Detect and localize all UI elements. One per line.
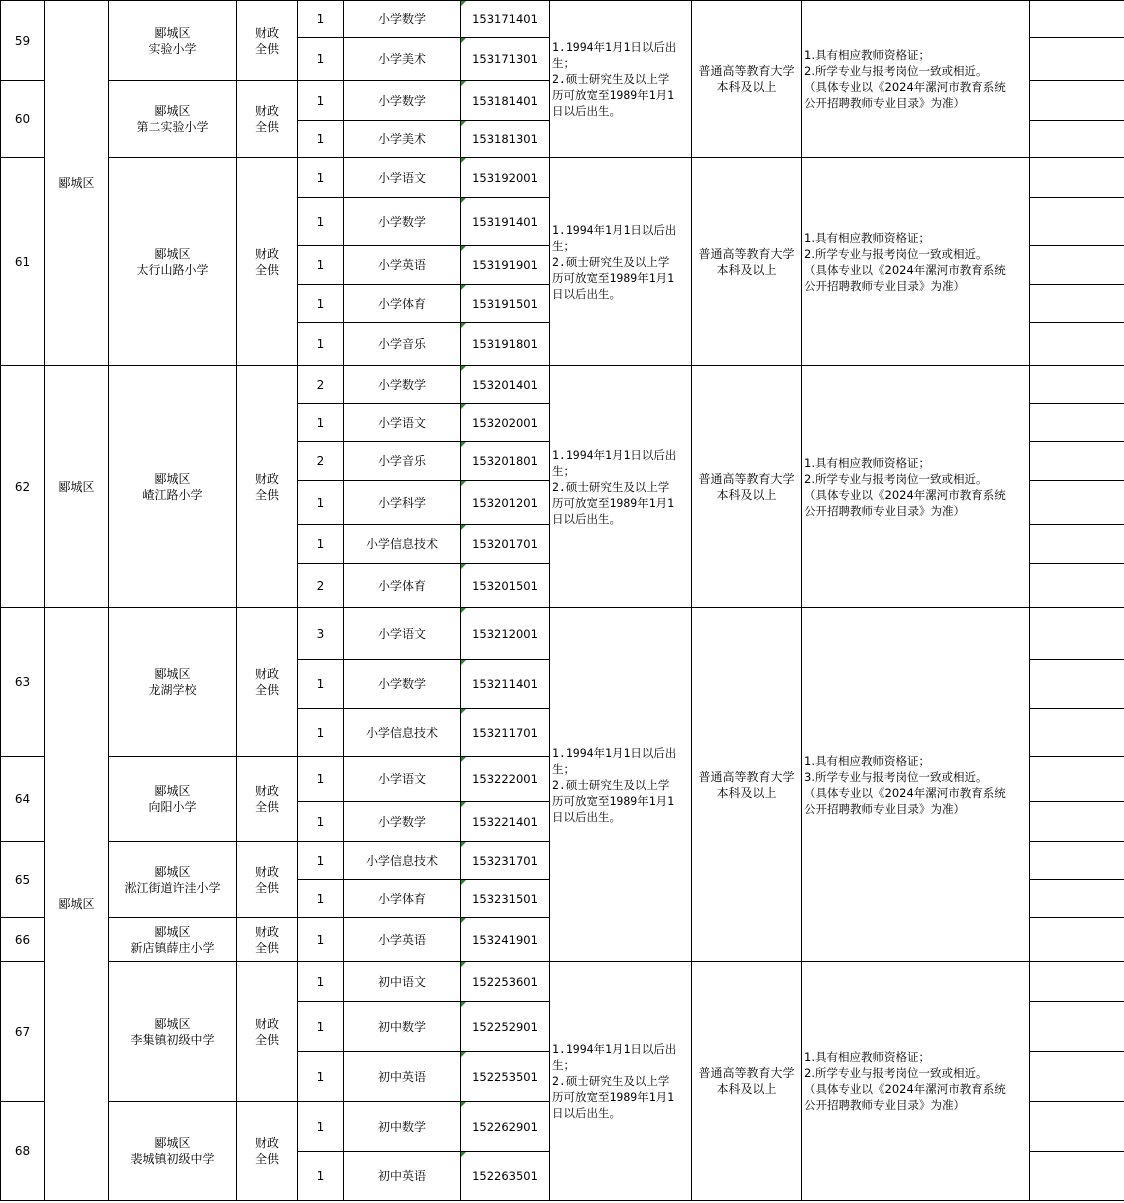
position-subject: 小学音乐 [344, 442, 461, 481]
unit-name [109, 1102, 237, 1201]
remarks-cell [1030, 81, 1124, 121]
position-code: 153201801 [461, 442, 550, 481]
position-subject: 小学语文 [344, 158, 461, 198]
position-subject: 小学美术 [344, 121, 461, 158]
position-code: 153191801 [461, 323, 550, 366]
row-number: 65 [1, 842, 45, 918]
unit-name [109, 1, 237, 81]
position-subject: 初中数学 [344, 1102, 461, 1152]
remarks-cell [1030, 285, 1124, 323]
condition-line: （具体专业以《2024年漯河市教育系统 [804, 785, 1006, 800]
funding-line-2: 全供 [254, 800, 279, 814]
age-requirement-line: 日以后出生。 [552, 1106, 621, 1120]
funding-line-1: 财政 [254, 667, 279, 681]
education-line: 普通高等教育大学 [698, 1066, 795, 1080]
position-subject: 小学体育 [344, 285, 461, 323]
funding-type [237, 1102, 298, 1201]
position-count: 1 [298, 660, 344, 709]
remarks-cell [1030, 1102, 1124, 1152]
education-line: 本科及以上 [716, 262, 777, 277]
education-line: 本科及以上 [716, 80, 777, 94]
position-subject: 初中英语 [344, 1152, 461, 1201]
age-requirement-line: 生； [552, 463, 575, 478]
remarks-cell [1030, 323, 1124, 366]
position-code: 152253601 [461, 962, 550, 1002]
position-code: 153231701 [461, 842, 550, 880]
unit-district-line: 郾城区 [154, 25, 191, 40]
education-line: 普通高等教育大学 [698, 246, 795, 261]
condition-line: 公开招聘教师专业目录》为准） [804, 96, 965, 110]
remarks-cell [1030, 880, 1124, 918]
position-code: 153191501 [461, 285, 550, 323]
unit-district-line: 郾城区 [154, 667, 191, 681]
age-requirement [550, 962, 692, 1201]
age-requirement-line: 历可放宽至1989年1月1 [552, 270, 675, 285]
position-count: 2 [298, 366, 344, 404]
remarks-cell [1030, 802, 1124, 842]
age-requirement-line: 日以后出生。 [552, 104, 621, 118]
age-requirement-line: 生； [552, 56, 575, 70]
position-count: 1 [298, 802, 344, 842]
unit-school-line: 实验小学 [148, 41, 197, 56]
age-requirement-line: 生； [552, 761, 575, 776]
position-count: 1 [298, 918, 344, 962]
age-requirement-line: 日以后出生。 [552, 286, 621, 301]
table-row [1, 366, 1124, 404]
education-line: 普通高等教育大学 [698, 64, 795, 78]
remarks-cell [1030, 1152, 1124, 1201]
position-code: 153191401 [461, 198, 550, 246]
age-requirement-line: 1.1994年1月1日以后出 [552, 40, 677, 54]
unit-school-line: 淞江街道许洼小学 [124, 880, 221, 895]
position-subject: 小学数学 [344, 198, 461, 246]
education-line: 普通高等教育大学 [698, 471, 795, 486]
row-number: 68 [1, 1102, 45, 1201]
position-code: 153181301 [461, 121, 550, 158]
remarks-cell [1030, 709, 1124, 757]
education-requirement [692, 158, 802, 366]
row-number: 62 [1, 366, 45, 608]
age-requirement-line: 日以后出生。 [552, 511, 621, 526]
position-subject: 小学信息技术 [344, 842, 461, 880]
remarks-cell [1030, 198, 1124, 246]
position-code: 153201201 [461, 481, 550, 525]
position-count: 1 [298, 1052, 344, 1102]
position-code: 153222001 [461, 757, 550, 802]
remarks-cell [1030, 757, 1124, 802]
position-count: 1 [298, 323, 344, 366]
age-requirement-line: 生； [552, 1058, 575, 1072]
funding-line-2: 全供 [254, 683, 279, 697]
condition-line: （具体专业以《2024年漯河市教育系统 [804, 487, 1006, 502]
remarks-cell [1030, 1002, 1124, 1052]
row-number: 61 [1, 158, 45, 366]
funding-line-2: 全供 [254, 262, 279, 277]
funding-line-1: 财政 [254, 1016, 279, 1031]
unit-school-line: 新店镇薛庄小学 [130, 940, 215, 955]
remarks-cell [1030, 38, 1124, 81]
position-code: 153201501 [461, 564, 550, 608]
condition-line: （具体专业以《2024年漯河市教育系统 [804, 1082, 1006, 1096]
remarks-cell [1030, 842, 1124, 880]
position-code: 153171401 [461, 1, 550, 38]
condition-line: 公开招聘教师专业目录》为准） [804, 278, 965, 293]
position-count: 1 [298, 1002, 344, 1052]
position-code: 153191901 [461, 246, 550, 285]
unit-name [109, 757, 237, 842]
funding-line-1: 财政 [254, 864, 279, 879]
funding-type [237, 81, 298, 158]
condition-line: 1.具有相应教师资格证； [804, 1050, 930, 1064]
position-code: 152253501 [461, 1052, 550, 1102]
position-subject: 小学信息技术 [344, 525, 461, 564]
position-code: 153181401 [461, 81, 550, 121]
position-count: 1 [298, 198, 344, 246]
position-subject: 小学体育 [344, 564, 461, 608]
other-conditions [802, 366, 1030, 608]
unit-school-line: 太行山路小学 [136, 262, 209, 277]
funding-line-1: 财政 [254, 246, 279, 261]
table-row [1, 1, 1124, 38]
position-count: 1 [298, 121, 344, 158]
funding-type [237, 366, 298, 608]
position-count: 2 [298, 442, 344, 481]
row-number: 59 [1, 1, 45, 81]
district-cell: 郾城区 [45, 1, 109, 366]
position-count: 1 [298, 158, 344, 198]
remarks-cell [1030, 121, 1124, 158]
unit-school-line: 裴城镇初级中学 [130, 1152, 215, 1166]
remarks-cell [1030, 918, 1124, 962]
other-conditions [802, 608, 1030, 962]
position-code: 153231501 [461, 880, 550, 918]
row-number: 63 [1, 608, 45, 757]
position-code: 153171301 [461, 38, 550, 81]
funding-line-1: 财政 [254, 104, 279, 118]
position-count: 1 [298, 38, 344, 81]
remarks-cell [1030, 1052, 1124, 1102]
unit-district-line: 郾城区 [154, 104, 191, 118]
funding-line-1: 财政 [254, 924, 279, 939]
age-requirement-line: 2.硕士研究生及以上学 [552, 72, 670, 86]
row-number: 67 [1, 962, 45, 1102]
age-requirement-line: 历可放宽至1989年1月1 [552, 1090, 675, 1104]
row-number: 64 [1, 757, 45, 842]
position-subject: 小学数学 [344, 802, 461, 842]
remarks-cell [1030, 608, 1124, 660]
funding-type [237, 608, 298, 757]
unit-school-line: 龙湖学校 [148, 683, 197, 697]
position-code: 153221401 [461, 802, 550, 842]
unit-district-line: 郾城区 [154, 1136, 191, 1150]
unit-name [109, 158, 237, 366]
age-requirement [550, 1, 692, 158]
position-code: 152262901 [461, 1102, 550, 1152]
education-requirement [692, 962, 802, 1201]
unit-name [109, 962, 237, 1102]
funding-type [237, 842, 298, 918]
position-subject: 初中语文 [344, 962, 461, 1002]
funding-line-1: 财政 [254, 784, 279, 798]
age-requirement-line: 1.1994年1月1日以后出 [552, 447, 677, 462]
condition-line: 公开招聘教师专业目录》为准） [804, 801, 965, 816]
position-subject: 小学数学 [344, 81, 461, 121]
other-conditions [802, 158, 1030, 366]
position-subject: 初中数学 [344, 1002, 461, 1052]
remarks-cell [1030, 525, 1124, 564]
funding-type [237, 158, 298, 366]
position-count: 1 [298, 842, 344, 880]
funding-line-1: 财政 [254, 471, 279, 486]
funding-line-2: 全供 [254, 880, 279, 895]
position-count: 1 [298, 81, 344, 121]
remarks-cell [1030, 481, 1124, 525]
position-code: 152252901 [461, 1002, 550, 1052]
unit-district-line: 郾城区 [154, 1016, 191, 1031]
other-conditions [802, 1, 1030, 158]
age-requirement-line: 2.硕士研究生及以上学 [552, 777, 670, 792]
funding-line-2: 全供 [254, 41, 279, 56]
unit-school-line: 第二实验小学 [136, 120, 209, 134]
education-line: 本科及以上 [716, 487, 777, 502]
age-requirement-line: 1.1994年1月1日以后出 [552, 222, 677, 237]
unit-name [109, 366, 237, 608]
age-requirement-line: 生； [552, 238, 575, 253]
funding-line-2: 全供 [254, 120, 279, 134]
position-code: 153211401 [461, 660, 550, 709]
remarks-cell [1030, 404, 1124, 442]
position-count: 1 [298, 404, 344, 442]
position-subject: 小学体育 [344, 880, 461, 918]
condition-line: （具体专业以《2024年漯河市教育系统 [804, 262, 1006, 277]
district-cell: 郾城区 [45, 608, 109, 1201]
funding-type [237, 757, 298, 842]
position-count: 2 [298, 564, 344, 608]
funding-line-1: 财政 [254, 25, 279, 40]
unit-district-line: 郾城区 [154, 471, 191, 486]
unit-name [109, 608, 237, 757]
unit-district-line: 郾城区 [154, 246, 191, 261]
position-subject: 小学数学 [344, 1, 461, 38]
position-count: 1 [298, 246, 344, 285]
position-subject: 小学语文 [344, 608, 461, 660]
unit-name [109, 81, 237, 158]
age-requirement-line: 日以后出生。 [552, 809, 621, 824]
position-subject: 小学英语 [344, 246, 461, 285]
position-subject: 初中英语 [344, 1052, 461, 1102]
age-requirement-line: 1.1994年1月1日以后出 [552, 745, 677, 760]
position-count: 1 [298, 285, 344, 323]
education-requirement [692, 1, 802, 158]
funding-type [237, 1, 298, 81]
condition-line: 1.具有相应教师资格证； [804, 230, 930, 245]
position-code: 153192001 [461, 158, 550, 198]
funding-line-2: 全供 [254, 1152, 279, 1166]
remarks-cell [1030, 564, 1124, 608]
condition-line: 3.所学专业与报考岗位一致或相近。 [804, 769, 988, 784]
remarks-cell [1030, 158, 1124, 198]
position-code: 153211701 [461, 709, 550, 757]
condition-line: 2.所学专业与报考岗位一致或相近。 [804, 471, 988, 486]
position-count: 1 [298, 481, 344, 525]
remarks-cell [1030, 442, 1124, 481]
position-count: 1 [298, 525, 344, 564]
funding-type [237, 962, 298, 1102]
age-requirement-line: 历可放宽至1989年1月1 [552, 495, 675, 510]
age-requirement [550, 366, 692, 608]
remarks-cell [1030, 660, 1124, 709]
education-line: 普通高等教育大学 [698, 769, 795, 784]
education-line: 本科及以上 [716, 785, 777, 800]
unit-district-line: 郾城区 [154, 924, 191, 939]
age-requirement-line: 2.硕士研究生及以上学 [552, 1074, 670, 1088]
unit-school-line: 向阳小学 [148, 800, 197, 814]
unit-district-line: 郾城区 [154, 784, 191, 798]
condition-line: 公开招聘教师专业目录》为准） [804, 503, 965, 518]
position-subject: 小学数学 [344, 366, 461, 404]
table-row [1, 608, 1124, 660]
position-subject: 小学科学 [344, 481, 461, 525]
row-number: 66 [1, 918, 45, 962]
condition-line: 2.所学专业与报考岗位一致或相近。 [804, 64, 988, 78]
position-count: 1 [298, 1102, 344, 1152]
age-requirement-line: 2.硕士研究生及以上学 [552, 479, 670, 494]
position-code: 153212001 [461, 608, 550, 660]
position-subject: 小学英语 [344, 918, 461, 962]
remarks-cell [1030, 962, 1124, 1002]
unit-school-line: 李集镇初级中学 [130, 1032, 215, 1047]
position-code: 153201701 [461, 525, 550, 564]
position-count: 1 [298, 962, 344, 1002]
funding-line-2: 全供 [254, 940, 279, 955]
remarks-cell [1030, 246, 1124, 285]
position-code: 153241901 [461, 918, 550, 962]
position-count: 3 [298, 608, 344, 660]
age-requirement-line: 1.1994年1月1日以后出 [552, 1042, 677, 1056]
unit-district-line: 郾城区 [154, 864, 191, 879]
condition-line: 2.所学专业与报考岗位一致或相近。 [804, 1066, 988, 1080]
condition-line: 1.具有相应教师资格证； [804, 48, 930, 62]
age-requirement-line: 2.硕士研究生及以上学 [552, 254, 670, 269]
position-subject: 小学信息技术 [344, 709, 461, 757]
position-count: 1 [298, 757, 344, 802]
unit-name [109, 918, 237, 962]
condition-line: 1.具有相应教师资格证； [804, 753, 930, 768]
position-subject: 小学语文 [344, 404, 461, 442]
education-line: 本科及以上 [716, 1082, 777, 1096]
condition-line: 2.所学专业与报考岗位一致或相近。 [804, 246, 988, 261]
remarks-cell [1030, 366, 1124, 404]
position-count: 1 [298, 1152, 344, 1201]
age-requirement [550, 608, 692, 962]
funding-line-2: 全供 [254, 487, 279, 502]
unit-name [109, 842, 237, 918]
table-row [1, 158, 1124, 198]
position-subject: 小学美术 [344, 38, 461, 81]
district-cell: 郾城区 [45, 366, 109, 608]
condition-line: 公开招聘教师专业目录》为准） [804, 1098, 965, 1112]
position-code: 153202001 [461, 404, 550, 442]
row-number: 60 [1, 81, 45, 158]
position-subject: 小学数学 [344, 660, 461, 709]
funding-line-1: 财政 [254, 1136, 279, 1150]
condition-line: 1.具有相应教师资格证； [804, 455, 930, 470]
funding-line-2: 全供 [254, 1032, 279, 1047]
funding-type [237, 918, 298, 962]
education-requirement [692, 366, 802, 608]
condition-line: （具体专业以《2024年漯河市教育系统 [804, 80, 1006, 94]
age-requirement [550, 158, 692, 366]
remarks-cell [1030, 1, 1124, 38]
position-count: 1 [298, 1, 344, 38]
education-requirement [692, 608, 802, 962]
position-code: 153201401 [461, 366, 550, 404]
age-requirement-line: 历可放宽至1989年1月1 [552, 793, 675, 808]
age-requirement-line: 历可放宽至1989年1月1 [552, 88, 675, 102]
position-count: 1 [298, 709, 344, 757]
unit-school-line: 嵖江路小学 [142, 487, 203, 502]
position-count: 1 [298, 880, 344, 918]
table-row [1, 962, 1124, 1002]
position-subject: 小学语文 [344, 757, 461, 802]
position-code: 152263501 [461, 1152, 550, 1201]
position-subject: 小学音乐 [344, 323, 461, 366]
other-conditions [802, 962, 1030, 1201]
